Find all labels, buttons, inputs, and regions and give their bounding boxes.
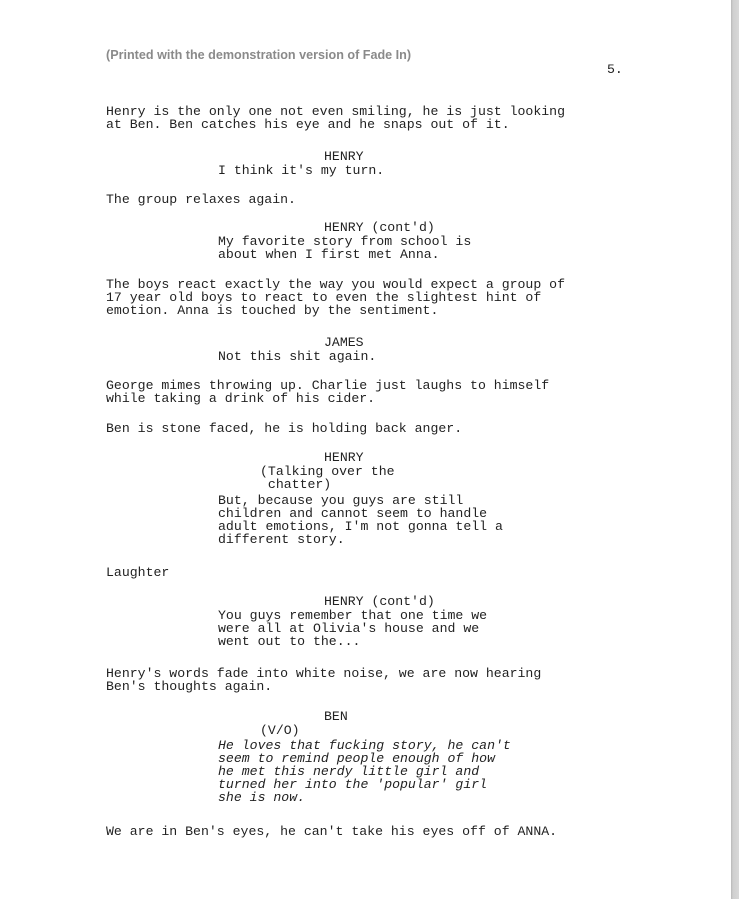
character-name: JAMES	[324, 335, 364, 350]
character-name: HENRY (cont'd)	[324, 594, 435, 609]
character-name: HENRY (cont'd)	[324, 220, 435, 235]
character-name: HENRY	[324, 450, 364, 465]
action-line: Laughter	[106, 565, 170, 580]
action-line: Henry's words fade into white noise, we are now hearing Ben's thoughts again.	[106, 666, 542, 694]
action-line: Henry is the only one not even smiling, he is just looking at Ben. Ben catches his eye and he snaps out of it.	[106, 104, 565, 132]
dialogue: You guys remember that one time we were all at Olivia's house and we went out to the...	[218, 608, 488, 649]
action-line: The group relaxes again.	[106, 192, 296, 207]
dialogue: I think it's my turn.	[218, 163, 385, 178]
page-number: 5.	[607, 62, 623, 77]
page-edge-shadow	[731, 0, 739, 899]
parenthetical: (Talking over the chatter)	[260, 464, 395, 492]
action-line: The boys react exactly the way you would expect a group of 17 year old boys to react to even the slightest hint of emotion. Anna is touched by the sentiment.	[106, 277, 565, 318]
parenthetical: (V/O)	[260, 723, 300, 738]
dialogue: But, because you guys are still children and cannot seem to handle adult emotions, I'm not gonna tell a different story.	[218, 493, 503, 547]
dialogue: He loves that fucking story, he can't seem to remind people enough of how he met this nerdy little girl and turned her into the 'popular' girl she is now.	[218, 738, 511, 805]
action-line: We are in Ben's eyes, he can't take his eyes off of ANNA.	[106, 824, 558, 839]
dialogue: My favorite story from school is about when I first met Anna.	[218, 234, 472, 262]
action-line: Ben is stone faced, he is holding back anger.	[106, 421, 463, 436]
demo-watermark: (Printed with the demonstration version of Fade In)	[106, 48, 412, 62]
action-line: George mimes throwing up. Charlie just laughs to himself while taking a drink of his cider.	[106, 378, 550, 406]
character-name: BEN	[324, 709, 348, 724]
character-name: HENRY	[324, 149, 364, 164]
dialogue: Not this shit again.	[218, 349, 377, 364]
